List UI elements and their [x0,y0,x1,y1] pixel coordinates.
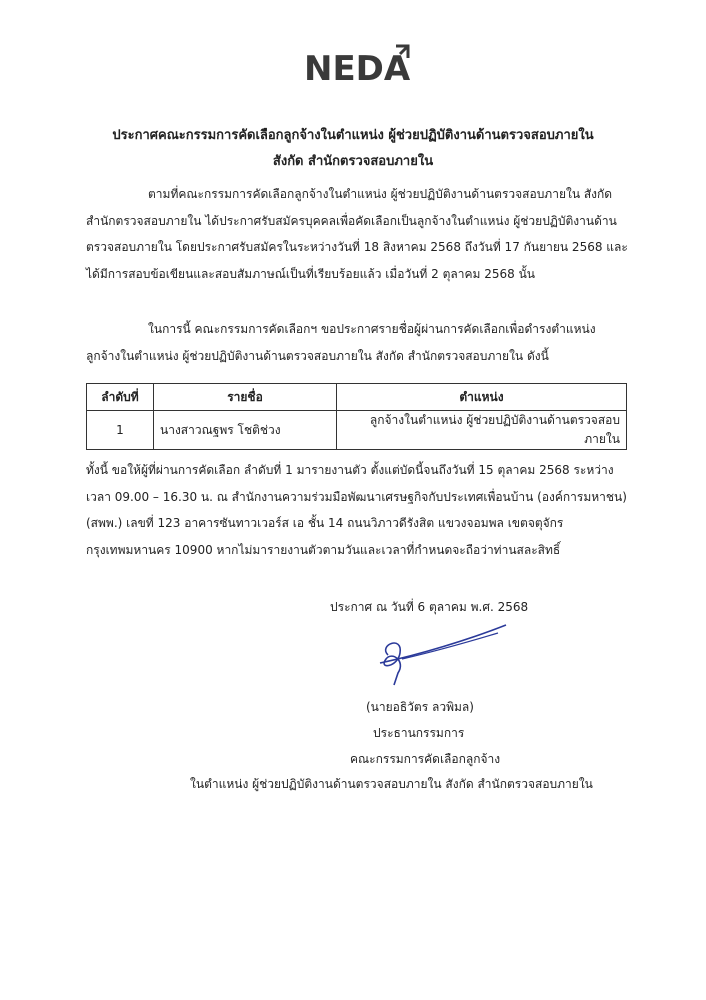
signatory-title-3: ในตำแหน่ง ผู้ช่วยปฏิบัติงานด้านตรวจสอบภายใน สังกัด สำนักตรวจสอบภายใน [190,777,593,791]
paragraph-announcement-text: ในการนี้ คณะกรรมการคัดเลือกฯ ขอประกาศรายชื่อผู้ผ่านการคัดเลือกเพื่อดำรงตำแหน่งลูกจ้างในตำแหน่ง ผู้ช่วยปฏิบัติงานด้านตรวจสอบภายใน สังกัด สำนักตรวจสอบภายใน ดังนี้ [86,322,596,363]
signatory-title-1: ประธานกรรมการ [373,726,465,740]
table-header-row [87,384,627,411]
paragraph-reporting-text: ทั้งนี้ ขอให้ผู้ที่ผ่านการคัดเลือก ลำดับที่ 1 มารายงานตัว ตั้งแต่บัดนี้จนถึงวันที่ 15 ตุลาคม 2568 ระหว่างเวลา 09.00 – 16.30 น. ณ สำนักงานความร่วมมือพัฒนาเศรษฐกิจกับประเทศเพื่อนบ้าน (องค์การมหาชน) (สพพ.) เลขที่ 123 อาคารซันทาวเวอร์ส เอ ชั้น 14 ถนนวิภาวดีรังสิต แขวงจอมพล เขตจตุจักร กรุงเทพมหานคร 10900 หากไม่มารายงานตัวตามวันและเวลาที่กำหนดจะถือว่าท่านสละสิทธิ์ [86,463,627,557]
signatory-title-2: คณะกรรมการคัดเลือกลูกจ้าง [350,752,501,766]
cell-no: 1 [87,411,154,450]
header-no: ลำดับที่ [87,384,154,411]
cell-name: นางสาวณฐพร โชติช่วง [154,411,337,450]
logo-text: NEDA [304,49,411,89]
table-row [87,411,627,450]
paragraph-reporting [86,457,628,563]
results-table [86,383,627,450]
heading-line-1: ประกาศคณะกรรมการคัดเลือกลูกจ้างในตำแหน่ง ผู้ช่วยปฏิบัติงานด้านตรวจสอบภายใน [112,128,594,143]
signatory-name: (นายอธิวัตร ลวพิมล) [366,700,474,714]
paragraph-intro-text: ตามที่คณะกรรมการคัดเลือกลูกจ้างในตำแหน่ง ผู้ช่วยปฏิบัติงานด้านตรวจสอบภายใน สังกัด สำนักตรวจสอบภายใน ได้ประกาศรับสมัครบุคคลเพื่อคัดเลือกเป็นลูกจ้างในตำแหน่ง ผู้ช่วยปฏิบัติงานด้านตรวจสอบภายใน โดยประกาศรับสมัครในระหว่างวันที่ 18 สิงหาคม 2568 ถึงวันที่ 17 กันยายน 2568 และได้มีการสอบข้อเขียนและสอบสัมภาษณ์เป็นที่เรียบร้อยแล้ว เมื่อวันที่ 2 ตุลาคม 2568 นั้น [86,187,628,281]
neda-logo [300,38,415,98]
signature-image [358,615,508,695]
header-name: รายชื่อ [154,384,337,411]
cell-position: ลูกจ้างในตำแหน่ง ผู้ช่วยปฏิบัติงานด้านตรวจสอบภายใน [337,411,627,450]
header-position: ตำแหน่ง [337,384,627,411]
announce-date: ประกาศ ณ วันที่ 6 ตุลาคม พ.ศ. 2568 [330,600,529,614]
paragraph-intro [86,181,628,287]
paragraph-announcement [86,316,628,369]
heading-line-2: สังกัด สำนักตรวจสอบภายใน [272,154,434,169]
